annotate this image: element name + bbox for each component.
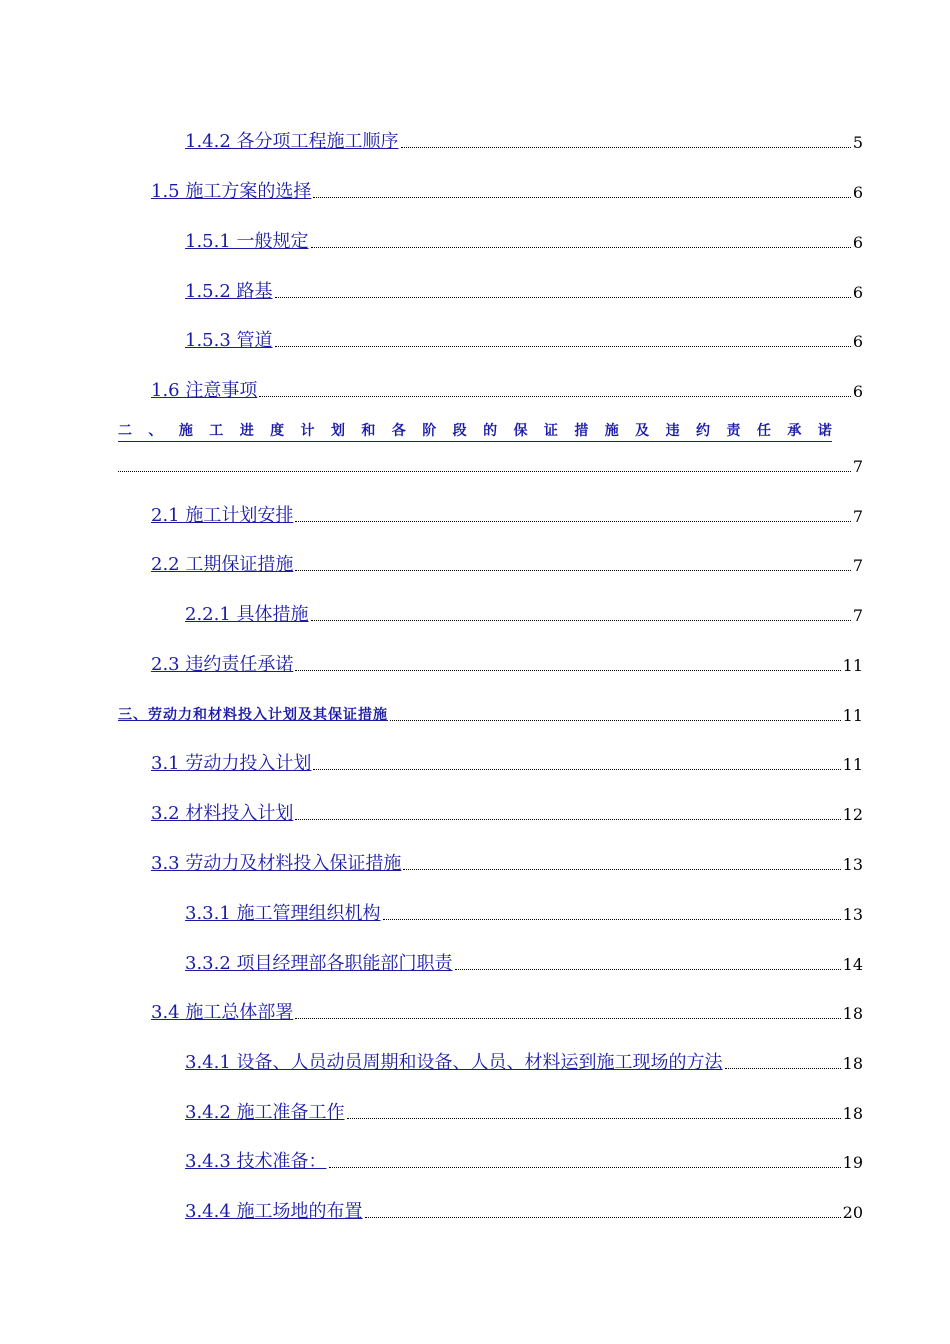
toc-entry [0,1198,863,1224]
toc-link[interactable]: 3.4.1 设备、人员动员周期和设备、人员、材料运到施工现场的方法 [185,1052,723,1073]
toc-link[interactable]: 3.4.2 施工准备工作 [185,1102,345,1123]
page-number: 13 [842,905,863,924]
toc-entry [0,377,863,403]
toc-link[interactable]: 2.3 违约责任承诺 [151,654,294,675]
page-number: 6 [852,283,863,302]
page-number: 6 [852,332,863,351]
toc-link[interactable]: 3.3 劳动力及材料投入保证措施 [151,853,402,874]
heading-char: 及 [635,423,650,439]
heading-char: 证 [543,423,558,439]
dot-leader [725,1067,841,1069]
heading-char: 施 [604,423,619,439]
page-number: 18 [842,1004,863,1023]
dot-leader [329,1166,841,1168]
dot-leader [295,669,840,671]
toc-entry-leader [118,452,863,478]
dot-leader [275,296,851,298]
heading-char: 阶 [422,423,437,439]
heading-char: 工 [209,423,224,439]
toc-link[interactable]: 2.1 施工计划安排 [151,505,294,526]
page-number: 11 [842,755,863,774]
toc-link[interactable]: 3.3.2 项目经理部各职能部门职责 [185,953,453,974]
heading-char: 任 [756,423,771,439]
toc-link[interactable]: 3.1 劳动力投入计划 [151,753,312,774]
page-number: 19 [842,1153,863,1172]
toc-link[interactable]: 3.4.4 施工场地的布置 [185,1201,363,1222]
heading-char: 段 [452,423,467,439]
page-number: 18 [842,1054,863,1073]
page-number: 7 [852,457,863,476]
dot-leader [313,196,850,198]
page-number: 12 [842,805,863,824]
heading-char: 各 [391,423,406,439]
page-number: 7 [852,507,863,526]
dot-leader [313,768,840,770]
heading-char: 约 [696,423,711,439]
toc-entry [0,278,863,304]
toc-link[interactable]: 1.5.3 管道 [185,330,273,351]
heading-char: 承 [787,423,802,439]
toc-entry [0,551,863,577]
toc-entry [0,327,863,353]
dot-leader [365,1216,841,1218]
heading-char: 违 [665,423,680,439]
dot-leader [383,918,841,920]
dot-leader [295,520,850,522]
dot-leader [390,719,841,721]
toc-entry [0,1148,863,1174]
toc-link[interactable]: 2.2 工期保证措施 [151,554,294,575]
toc-entry [0,1049,863,1075]
toc-link[interactable]: 3.2 材料投入计划 [151,803,294,824]
dot-leader [455,968,841,970]
toc-link[interactable]: 3.4 施工总体部署 [151,1002,294,1023]
page-number: 6 [852,183,863,202]
dot-leader [295,1017,840,1019]
heading-char: 、 [148,423,163,439]
heading-char: 诺 [817,423,832,439]
toc-entry [0,701,863,727]
heading-char: 和 [361,423,376,439]
dot-leader [259,395,850,397]
toc-entry [0,850,863,876]
toc-entry [0,1099,863,1125]
page-number: 7 [852,606,863,625]
page-number: 5 [852,133,863,152]
toc-link[interactable]: 3.4.3 技术准备： [185,1151,327,1172]
page-number: 7 [852,556,863,575]
heading-char: 施 [178,423,193,439]
toc-entry [0,651,863,677]
dot-leader [295,569,850,571]
heading-char: 度 [270,423,285,439]
heading-char: 措 [574,423,589,439]
page-number: 11 [842,706,863,725]
heading-char: 进 [239,423,254,439]
dot-leader [311,619,851,621]
dot-leader [347,1117,841,1119]
page-number: 14 [842,955,863,974]
toc-entry [0,601,863,627]
toc-link[interactable]: 1.5.2 路基 [185,281,273,302]
page-number: 13 [842,855,863,874]
dot-leader [275,345,851,347]
toc-entry [0,128,863,154]
toc-entry [0,800,863,826]
toc-link-section-2[interactable] [118,421,832,442]
page-number: 6 [852,233,863,252]
heading-char: 计 [300,423,315,439]
dot-leader [403,868,840,870]
page-number: 11 [842,656,863,675]
dot-leader [118,470,851,472]
heading-char: 保 [513,423,528,439]
toc-link[interactable]: 3.3.1 施工管理组织机构 [185,903,381,924]
toc-entry [0,228,863,254]
toc-link[interactable]: 1.5 施工方案的选择 [151,181,312,202]
toc-link[interactable]: 1.6 注意事项 [151,380,258,401]
toc-entry [0,750,863,776]
dot-leader [311,246,851,248]
toc-entry [0,999,863,1025]
heading-char: 责 [726,423,741,439]
toc-entry [0,900,863,926]
toc-link[interactable]: 1.4.2 各分项工程施工顺序 [185,131,399,152]
toc-entry [0,502,863,528]
page-number: 18 [842,1104,863,1123]
toc-link[interactable]: 1.5.1 一般规定 [185,231,309,252]
toc-entry [0,178,863,204]
page-number: 20 [842,1203,863,1222]
toc-entry [0,950,863,976]
heading-char: 的 [483,423,498,439]
page-number: 6 [852,382,863,401]
heading-char: 二 [118,423,132,439]
toc-link-section-3[interactable]: 三、劳动力和材料投入计划及其保证措施 [118,707,388,723]
toc-link[interactable]: 2.2.1 具体措施 [185,604,309,625]
dot-leader [401,146,851,148]
heading-char: 划 [330,423,345,439]
dot-leader [295,818,840,820]
